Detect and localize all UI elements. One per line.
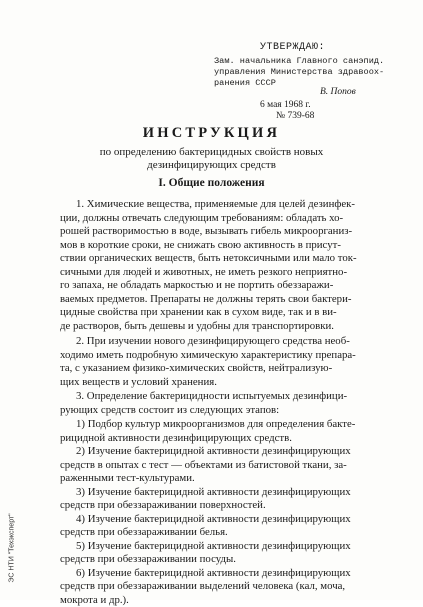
list-item (60, 513, 416, 540)
text-line: 5) Изучение бактерицидной активности дезинфицирующих (60, 540, 416, 554)
approval-date: 6 мая 1968 г. (260, 100, 311, 111)
text-line: сичными для людей и животных, не иметь резкого неприятно- (60, 266, 416, 280)
text-line: 1. Химические вещества, применяемые для целей дезинфек- (60, 198, 416, 212)
text-line: рицидной активности дезинфицирующих средств. (60, 432, 416, 446)
text-line: 3. Определение бактерицидности испытуемых дезинфици- (60, 390, 416, 404)
text-line: ходимо иметь подробную химическую характеристику препара- (60, 349, 416, 363)
text-line: 1) Подбор культур микроорганизмов для определения бакте- (60, 418, 416, 432)
approval-number: № 739-68 (276, 111, 314, 122)
list-item (60, 540, 416, 567)
text-line: де растворов, быть дешевы и удобны для транспортировки. (60, 320, 416, 334)
text-line: рошей растворимостью в воде, вызывать гибель микроорганиз- (60, 225, 416, 239)
text-line: раженными тест-культурами. (60, 472, 416, 486)
document-subtitle: дезинфицирующих средств (0, 159, 423, 172)
list-item (60, 486, 416, 513)
text-line: 4) Изучение бактерицидной активности дезинфицирующих (60, 513, 416, 527)
approval-heading: УТВЕРЖДАЮ: (260, 42, 325, 53)
text-line: мов в короткие сроки, не снижать свою активность в присут- (60, 239, 416, 253)
approval-position-line: Зам. начальника Главного санэпид. (214, 56, 384, 67)
text-line: 2. При изучении нового дезинфицирующего средства необ- (60, 335, 416, 349)
list-item (60, 418, 416, 445)
text-line: го запаха, не обладать маркостью и не портить обеззаражи- (60, 279, 416, 293)
paragraph-1 (60, 198, 416, 333)
section-heading: I. Общие положения (0, 177, 423, 189)
text-line: цидные свойства при хранении как в сухом виде, так и в ви- (60, 306, 416, 320)
approval-signature: В. Попов (320, 87, 356, 98)
text-line: рующих средств состоит из следующих этапов: (60, 404, 416, 418)
text-line: средств при обеззараживании поверхностей. (60, 499, 416, 513)
text-line: та, с указанием физико-химических свойств, нейтрализую- (60, 362, 416, 376)
publisher-stamp (6, 496, 18, 600)
text-line: ствии органических веществ, быть нетоксичными или мало ток- (60, 252, 416, 266)
text-line: средств при обеззараживании посуды. (60, 553, 416, 567)
document-subtitle: по определению бактерицидных свойств новых (0, 146, 423, 159)
paragraph-2 (60, 335, 416, 389)
approval-position-line: ранения СССР (214, 78, 276, 89)
text-line: средств при обеззараживании белья. (60, 526, 416, 540)
approval-position-line: управления Министерства здравоох- (214, 67, 384, 78)
text-line: 6) Изучение бактерицидной активности дезинфицирующих (60, 567, 416, 581)
text-line: 2) Изучение бактерицидной активности дезинфицирующих (60, 445, 416, 459)
text-line: ваемых предметов. Препараты не должны терять свои бактери- (60, 293, 416, 307)
publisher-stamp-text: ЭС НТИ "Техэксперт" (9, 513, 16, 582)
document-title: ИНСТРУКЦИЯ (0, 125, 423, 142)
list-item (60, 567, 416, 607)
text-line: мокрота и др.). (60, 594, 416, 607)
text-line: ции, должны отвечать следующим требованиям: обладать хо- (60, 212, 416, 226)
list-item (60, 445, 416, 486)
text-line: средств при обеззараживании выделений человека (кал, моча, (60, 580, 416, 594)
text-line: 3) Изучение бактерицидной активности дезинфицирующих (60, 486, 416, 500)
stage-list (60, 418, 416, 607)
text-line: щих веществ и условий хранения. (60, 376, 416, 390)
paragraph-3 (60, 390, 416, 417)
text-line: средств в опытах с тест — объектами из батистовой ткани, за- (60, 459, 416, 473)
